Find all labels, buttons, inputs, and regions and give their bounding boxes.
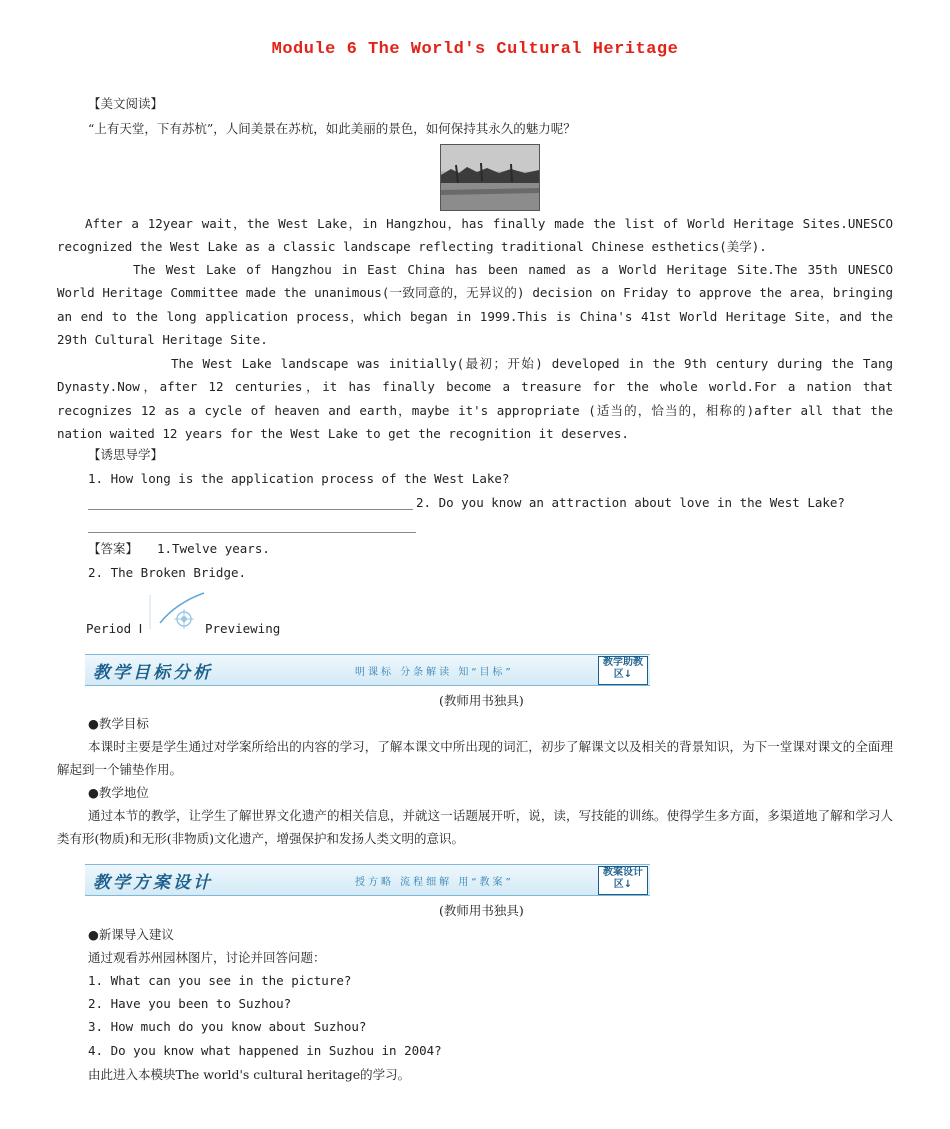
target-arrow-icon	[146, 589, 208, 633]
reading-intro: “上有天堂，下有苏杭”，人间美景在苏杭，如此美丽的景色，如何保持其永久的魅力呢？	[88, 121, 576, 136]
intro-lead: 通过观看苏州园林图片，讨论并回答问题：	[88, 950, 326, 965]
reading-paragraph-3: The West Lake landscape was initially(最初；开始) developed in the 9th century during the Tang Dynasty.Now，after 12 centuries，it has finally become a treasure for the whole world.For a nation that recognizes 12 as a cycle of heaven and earth，maybe it's appropriate (适当的，恰当的，相称的)after all that the nation waited 12 years for the West Lake to get the recognition it deserves.	[57, 356, 893, 441]
intro-heading: ●新课导入建议	[88, 927, 174, 942]
position-text: 通过本节的教学，让学生了解世界文化遗产的相关信息，并就这一话题展开听，说，读，写技能的训练。使得学生多方面，多渠道地了解和学习人类有形(物质)和无形(非物质)文化遗产，增强保护和发扬人类文明的意识。	[57, 808, 893, 847]
period-label: Period Ⅰ	[86, 621, 143, 636]
lesson-plan-banner	[85, 864, 650, 896]
banner-subtitle: 授方略 流程细解 用“教案”	[355, 877, 514, 888]
banner-tag: 教学助教区↓	[598, 656, 648, 685]
answer-blank-1[interactable]	[88, 509, 413, 510]
reading-heading: 【美文阅读】	[88, 96, 164, 111]
guide-question-2: 2. Do you know an attraction about love in the West Lake?	[416, 495, 845, 510]
intro-question-3: 3. How much do you know about Suzhou?	[88, 1019, 367, 1034]
banner-title: 教学方案设计	[93, 873, 213, 893]
reading-paragraph-1: After a 12year wait，the West Lake，in Hangzhou，has finally made the list of World Heritage Sites.UNESCO recognized the West Lake as a classic landscape reflecting traditional Chinese esthetics(美学).	[57, 216, 893, 255]
banner-title: 教学目标分析	[93, 663, 213, 683]
answer-2: 2. The Broken Bridge.	[88, 565, 247, 580]
answer-1: 1.Twelve years.	[157, 541, 270, 556]
teacher-note: (教师用书独具)	[439, 903, 524, 918]
intro-question-2: 2. Have you been to Suzhou?	[88, 996, 292, 1011]
banner-tag: 教案设计区↓	[598, 866, 648, 895]
intro-question-1: 1. What can you see in the picture?	[88, 973, 352, 988]
west-lake-photo	[440, 144, 540, 211]
intro-question-4: 4. Do you know what happened in Suzhou in 2004?	[88, 1043, 442, 1058]
answers-heading: 【答案】	[88, 541, 139, 556]
position-heading: ●教学地位	[88, 785, 149, 800]
goal-heading: ●教学目标	[88, 716, 149, 731]
reading-paragraph-2: The West Lake of Hangzhou in East China has been named as a World Heritage Site.The 35th UNESCO World Heritage Committee made the unanimous(一致同意的，无异议的) decision on Friday to approve the area，bringing an end to the long application process，which began in 1999.This is China's 41st World Heritage Site，and the 29th Cultural Heritage Site.	[57, 262, 893, 347]
page-title: Module 6 The World's Cultural Heritage	[271, 40, 679, 59]
banner-subtitle: 明课标 分条解读 知“目标”	[355, 667, 514, 678]
guide-question-1: 1. How long is the application process of the West Lake?	[88, 471, 510, 486]
teaching-goal-banner	[85, 654, 650, 686]
guide-heading: 【诱思导学】	[88, 447, 164, 462]
period-name: Previewing	[205, 621, 281, 636]
answer-blank-2[interactable]	[88, 532, 416, 533]
goal-text: 本课时主要是学生通过对学案所给出的内容的学习，了解本课文中所出现的词汇，初步了解课文以及相关的背景知识，为下一堂课对课文的全面理解起到一个铺垫作用。	[57, 739, 893, 778]
intro-closing: 由此进入本模块The world's cultural heritage的学习。	[88, 1067, 411, 1082]
teacher-note: (教师用书独具)	[439, 693, 524, 708]
